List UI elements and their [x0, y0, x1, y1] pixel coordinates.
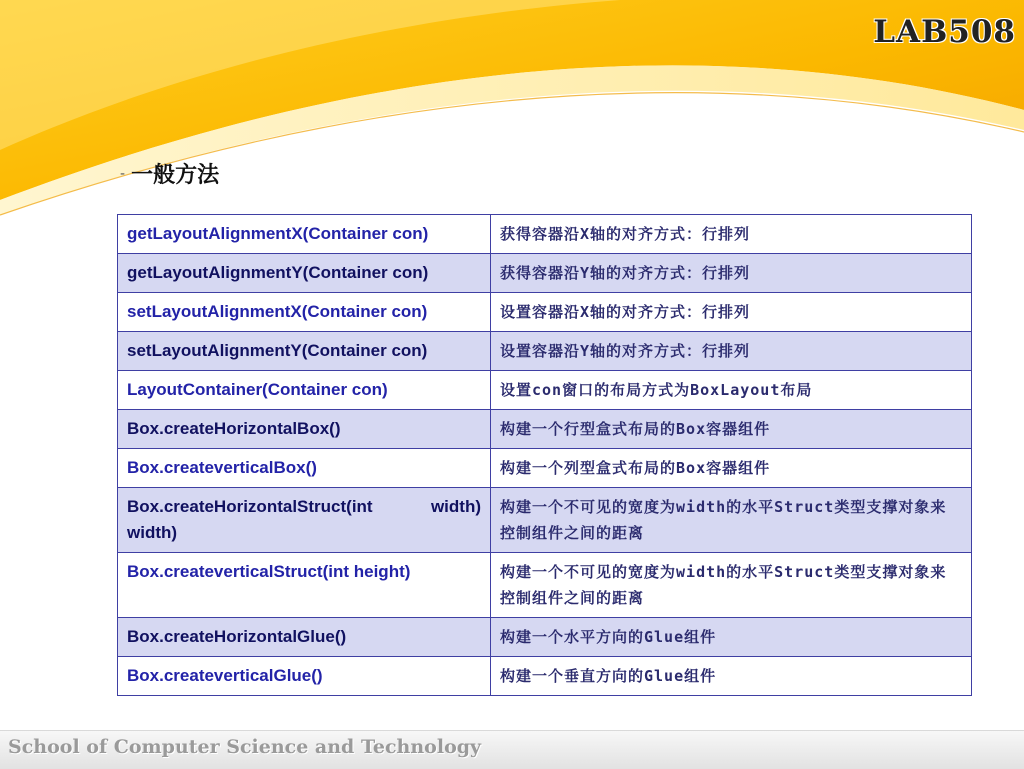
description-cell: 构建一个不可见的宽度为width的水平Struct类型支撑对象来控制组件之间的距离 — [491, 488, 972, 553]
description-cell: 设置con窗口的布局方式为BoxLayout布局 — [491, 371, 972, 410]
method-cell: Box.createverticalStruct(int height) — [118, 553, 491, 618]
description-cell: 构建一个不可见的宽度为width的水平Struct类型支撑对象来控制组件之间的距离 — [491, 553, 972, 618]
table-row — [118, 215, 972, 254]
description-cell: 设置容器沿X轴的对齐方式：行排列 — [491, 293, 972, 332]
method-cell: LayoutContainer(Container con) — [118, 371, 491, 410]
table-row — [118, 488, 972, 553]
table-row — [118, 618, 972, 657]
description-cell: 构建一个列型盒式布局的Box容器组件 — [491, 449, 972, 488]
description-cell: 获得容器沿Y轴的对齐方式：行排列 — [491, 254, 972, 293]
description-cell: 构建一个垂直方向的Glue组件 — [491, 657, 972, 696]
method-cell: getLayoutAlignmentY(Container con) — [118, 254, 491, 293]
description-cell: 设置容器沿Y轴的对齐方式：行排列 — [491, 332, 972, 371]
footer-school-name: School of Computer Science and Technology — [8, 736, 482, 758]
description-cell: 获得容器沿X轴的对齐方式：行排列 — [491, 215, 972, 254]
method-cell: Box.createverticalBox() — [118, 449, 491, 488]
table-row — [118, 254, 972, 293]
method-cell: Box.createverticalGlue() — [118, 657, 491, 696]
description-cell: 构建一个行型盒式布局的Box容器组件 — [491, 410, 972, 449]
table-row — [118, 371, 972, 410]
method-cell: getLayoutAlignmentX(Container con) — [118, 215, 491, 254]
description-cell: 构建一个水平方向的Glue组件 — [491, 618, 972, 657]
method-cell: setLayoutAlignmentX(Container con) — [118, 293, 491, 332]
heading-bullet: - — [120, 166, 126, 182]
footer-bar — [0, 730, 1024, 769]
table-row — [118, 553, 972, 618]
method-cell: Box.createHorizontalGlue() — [118, 618, 491, 657]
heading-text: 一般方法 — [131, 163, 220, 188]
method-cell: Box.createHorizontalBox() — [118, 410, 491, 449]
table-row — [118, 657, 972, 696]
table-row — [118, 449, 972, 488]
brand-logo: LAB508 — [873, 14, 1016, 50]
method-cell: setLayoutAlignmentY(Container con) — [118, 332, 491, 371]
table-row — [118, 293, 972, 332]
table-row — [118, 332, 972, 371]
method-cell: Box.createHorizontalStruct(int width) width) — [118, 488, 491, 553]
methods-table — [117, 214, 972, 696]
table-row — [118, 410, 972, 449]
section-heading — [120, 158, 219, 189]
